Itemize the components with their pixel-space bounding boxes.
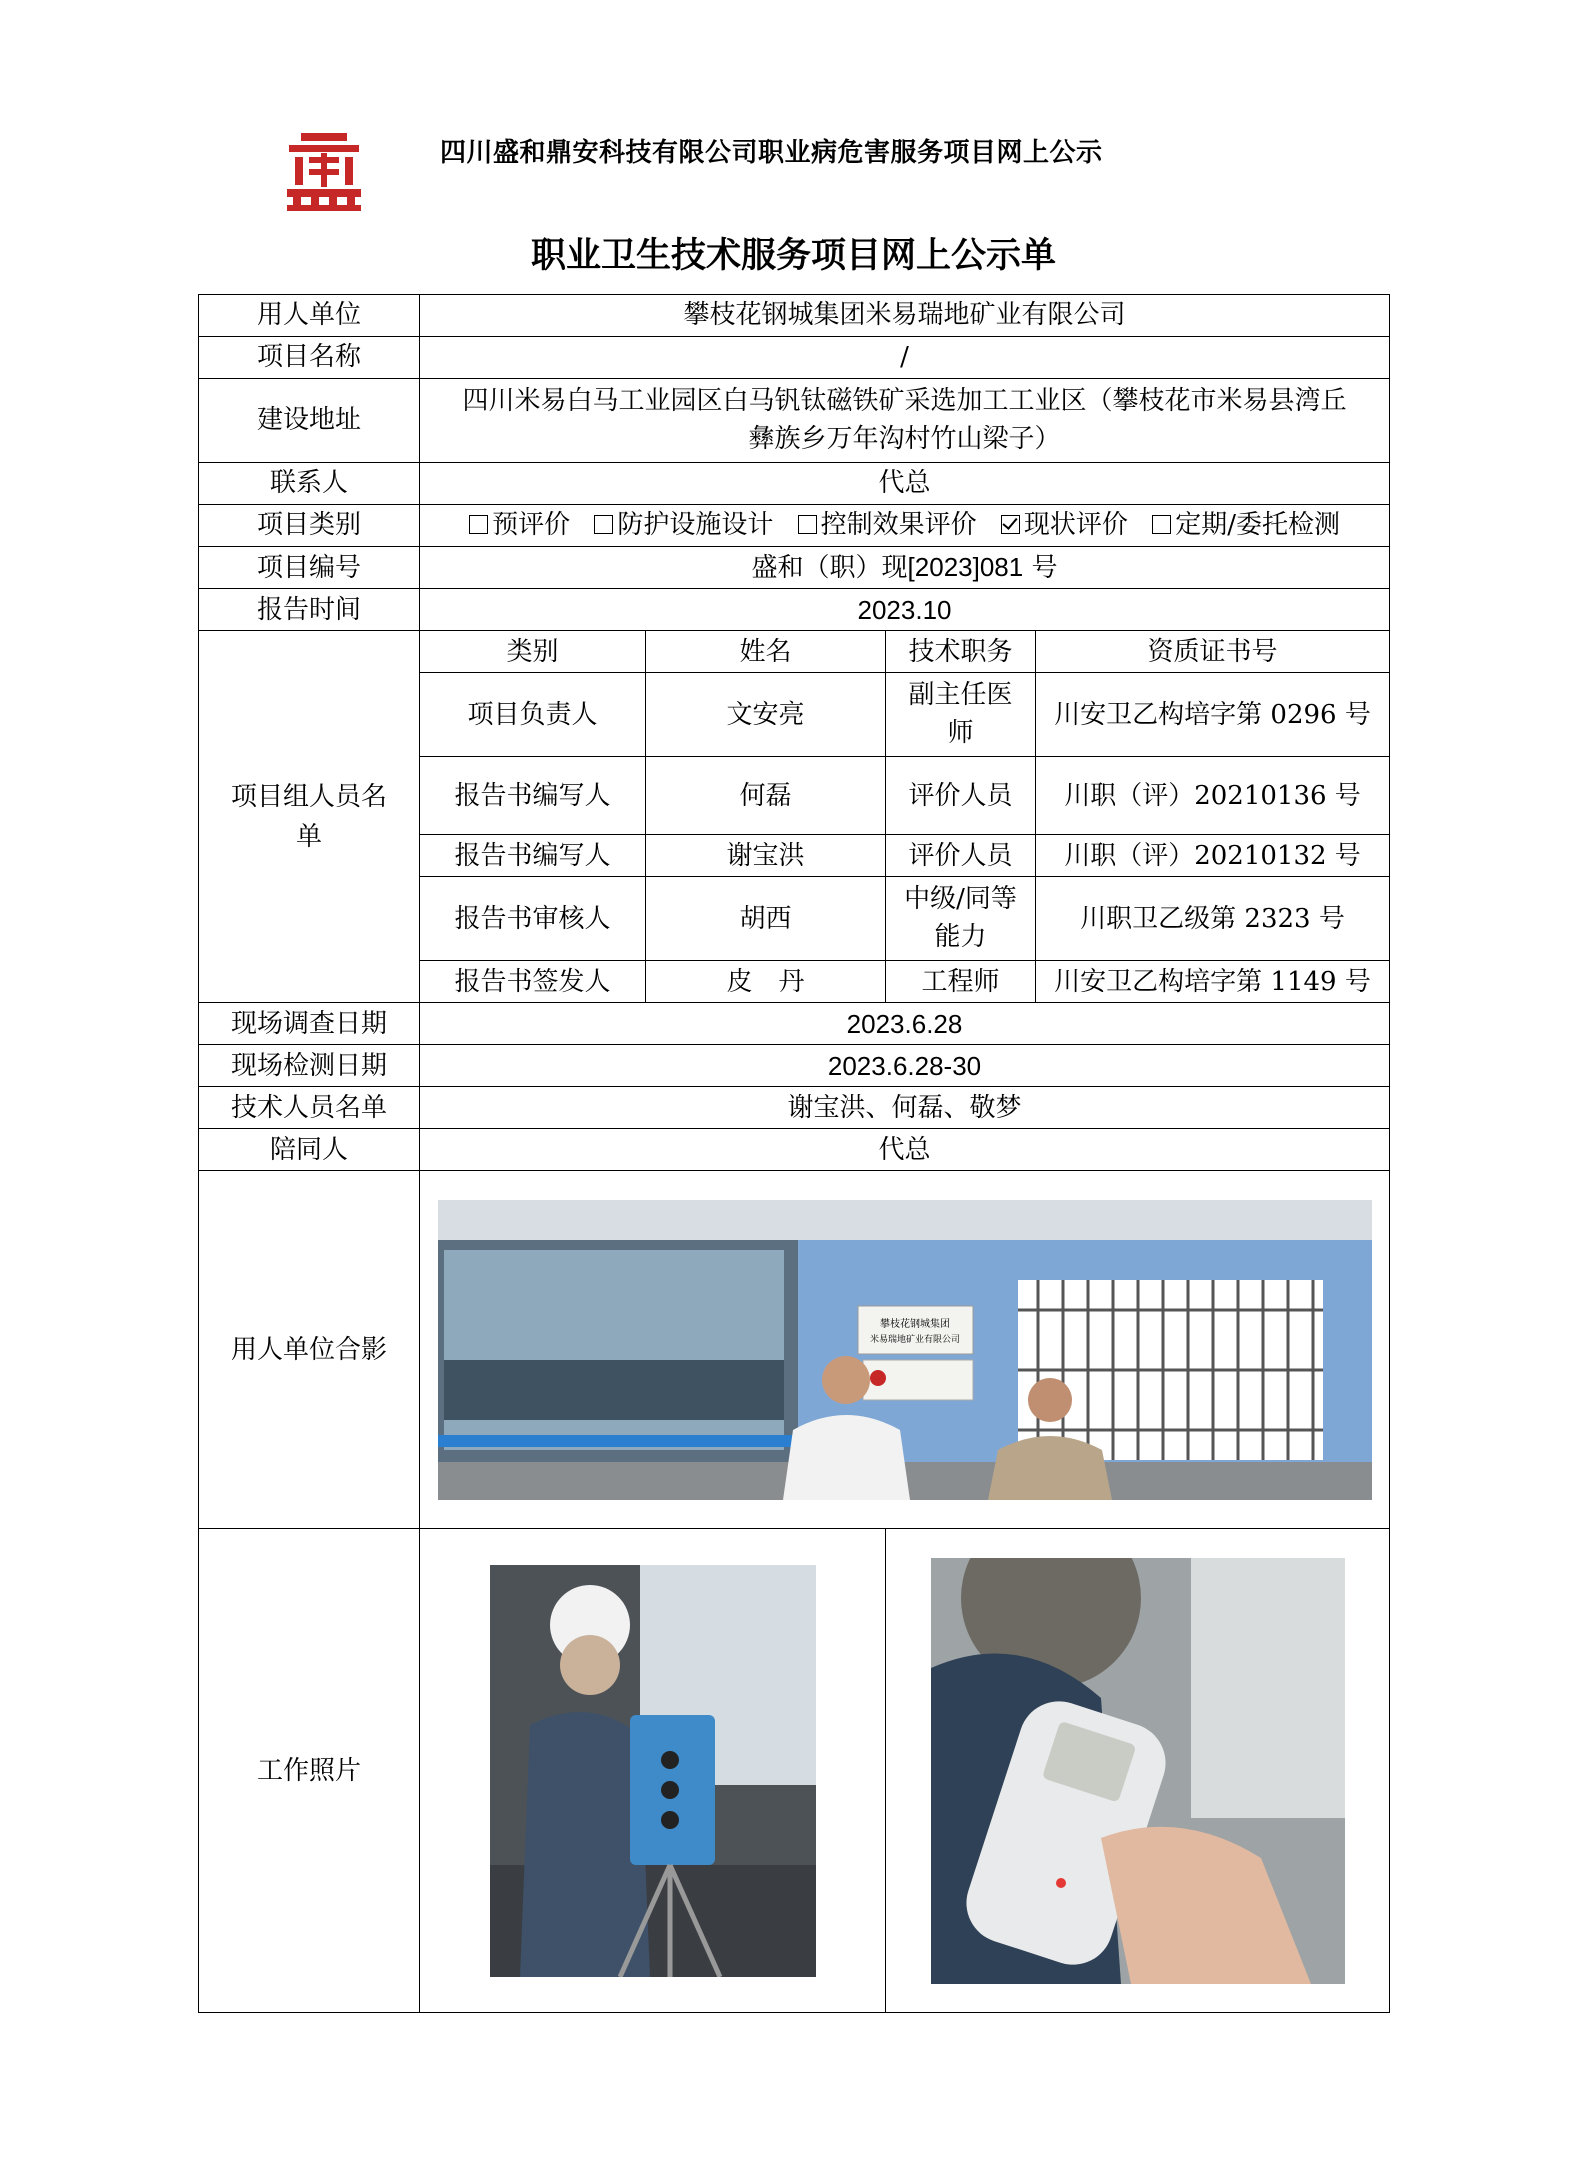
category-option-protection-design[interactable]: 防护设施设计 [594, 510, 773, 540]
team-title: 评价人员 [886, 757, 1036, 835]
row-employer [199, 295, 1390, 337]
row-escort [199, 1129, 1390, 1171]
project-no-label: 项目编号 [199, 547, 420, 589]
row-contact [199, 463, 1390, 505]
sign-text: 米易瑞地矿业有限公司 [869, 1334, 960, 1345]
team-cert: 川职卫乙级第 2323 号 [1036, 877, 1390, 961]
category-option-control-effect[interactable]: 控制效果评价 [798, 510, 977, 540]
team-role: 报告书编写人 [420, 835, 646, 877]
row-survey-date [199, 1003, 1390, 1045]
site-value [420, 379, 1390, 463]
site-value-line1: 四川米易白马工业园区白马钒钛磁铁矿采选加工工业区（攀枝花市米易县湾丘 [462, 385, 1347, 416]
employer-label: 用人单位 [199, 295, 420, 337]
site-label: 建设地址 [199, 379, 420, 463]
tech-staff-label: 技术人员名单 [199, 1087, 420, 1129]
test-date-value: 2023.6.28-30 [420, 1045, 1390, 1087]
team-cert: 川职（评）20210136 号 [1036, 757, 1390, 835]
checkbox-icon[interactable] [798, 515, 817, 534]
tech-staff-value: 谢宝洪、何磊、敬梦 [420, 1087, 1390, 1129]
report-time-label: 报告时间 [199, 589, 420, 631]
org-title: 四川盛和鼎安科技有限公司职业病危害服务项目网上公示 [440, 138, 1103, 168]
work-photo-meter [931, 1558, 1345, 1984]
team-title: 工程师 [886, 961, 1036, 1003]
project-name-label: 项目名称 [199, 337, 420, 379]
page-title: 职业卫生技术服务项目网上公示单 [530, 236, 1056, 276]
sign-text: 攀枝花钢城集团 [879, 1318, 950, 1330]
team-title: 评价人员 [886, 835, 1036, 877]
row-tech-staff [199, 1087, 1390, 1129]
team-role: 报告书签发人 [420, 961, 646, 1003]
work-photo-label: 工作照片 [199, 1529, 420, 2013]
team-role: 报告书审核人 [420, 877, 646, 961]
team-name: 谢宝洪 [646, 835, 886, 877]
report-time-value: 2023.10 [420, 589, 1390, 631]
work-photo-cell-2 [886, 1529, 1390, 2013]
contact-label: 联系人 [199, 463, 420, 505]
team-name: 胡西 [646, 877, 886, 961]
group-photo [438, 1200, 1372, 1500]
survey-date-value: 2023.6.28 [420, 1003, 1390, 1045]
contact-value: 代总 [420, 463, 1390, 505]
category-option-status-eval[interactable]: 现状评价 [1001, 510, 1128, 540]
team-col-role: 类别 [420, 631, 646, 673]
checkbox-icon[interactable] [594, 515, 613, 534]
team-col-title: 技术职务 [886, 631, 1036, 673]
row-project-name [199, 337, 1390, 379]
team-name: 皮 丹 [646, 961, 886, 1003]
project-no-value: 盛和（职）现[2023]081 号 [420, 547, 1390, 589]
row-site [199, 379, 1390, 463]
survey-date-label: 现场调查日期 [199, 1003, 420, 1045]
category-options [420, 505, 1390, 547]
disclosure-table [198, 294, 1390, 2013]
team-col-name: 姓名 [646, 631, 886, 673]
work-photo-sampler [490, 1565, 816, 1977]
row-test-date [199, 1045, 1390, 1087]
team-name: 文安亮 [646, 673, 886, 757]
group-photo-cell [420, 1171, 1390, 1529]
escort-label: 陪同人 [199, 1129, 420, 1171]
team-role: 项目负责人 [420, 673, 646, 757]
row-category [199, 505, 1390, 547]
team-col-cert: 资质证书号 [1036, 631, 1390, 673]
category-option-pre-eval[interactable]: 预评价 [469, 510, 570, 540]
row-report-time [199, 589, 1390, 631]
checkbox-icon[interactable] [469, 515, 488, 534]
employer-value: 攀枝花钢城集团米易瑞地矿业有限公司 [420, 295, 1390, 337]
project-name-value: / [420, 337, 1390, 379]
test-date-label: 现场检测日期 [199, 1045, 420, 1087]
team-cert: 川职（评）20210132 号 [1036, 835, 1390, 877]
team-role: 报告书编写人 [420, 757, 646, 835]
team-name: 何磊 [646, 757, 886, 835]
checkbox-checked-icon[interactable] [1001, 515, 1020, 534]
team-cert: 川安卫乙构培字第 1149 号 [1036, 961, 1390, 1003]
team-title: 中级/同等 能力 [886, 877, 1036, 961]
site-value-line2: 彝族乡万年沟村竹山梁子） [748, 423, 1061, 454]
checkbox-icon[interactable] [1152, 515, 1171, 534]
row-project-no [199, 547, 1390, 589]
work-photo-cell-1 [420, 1529, 886, 2013]
row-group-photo [199, 1171, 1390, 1529]
team-label: 项目组人员名 单 [199, 631, 420, 1003]
company-logo [287, 133, 361, 211]
team-header-row [199, 631, 1390, 673]
team-cert: 川安卫乙构培字第 0296 号 [1036, 673, 1390, 757]
escort-value: 代总 [420, 1129, 1390, 1171]
category-label: 项目类别 [199, 505, 420, 547]
category-option-periodic-test[interactable]: 定期/委托检测 [1152, 510, 1340, 540]
row-work-photos [199, 1529, 1390, 2013]
group-photo-label: 用人单位合影 [199, 1171, 420, 1529]
team-title: 副主任医 师 [886, 673, 1036, 757]
